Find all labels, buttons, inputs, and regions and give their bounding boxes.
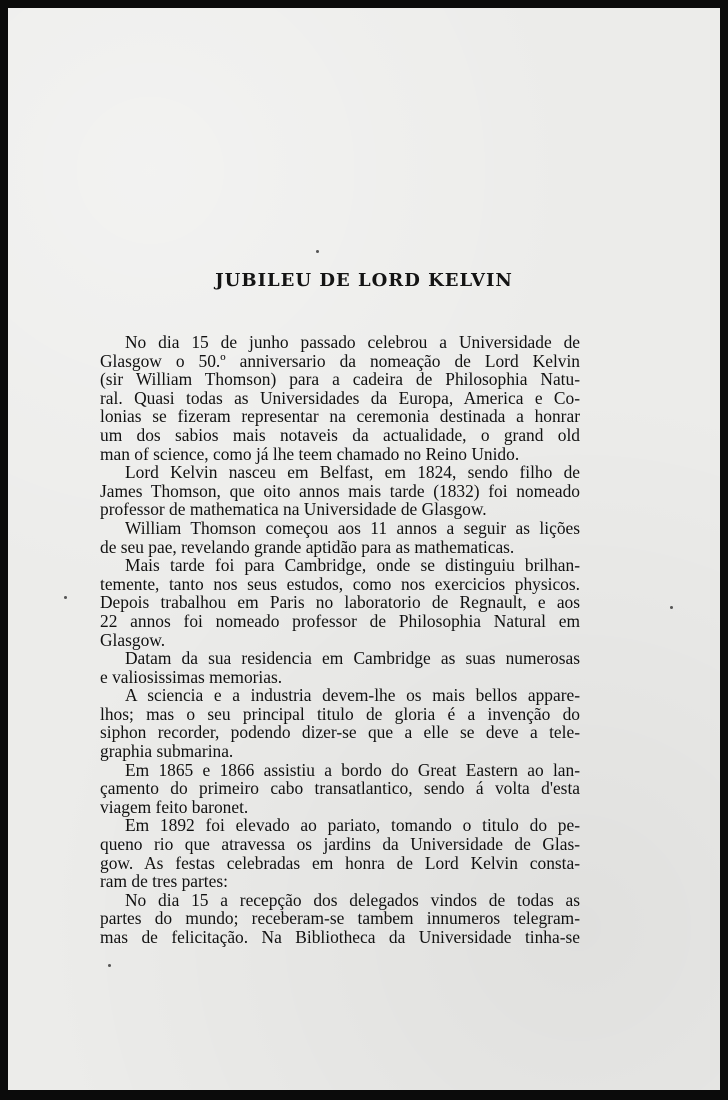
text-line: man of science, como já lhe teem chamado no Reino Unido. <box>100 443 520 464</box>
text-line: siphon recorder, podendo dizer-se que a elle se deve a tele- <box>100 722 580 743</box>
text-line: temente, tanto nos seus estudos, como nos exercicios physicos. <box>100 573 580 594</box>
page-title: JUBILEU DE LORD KELVIN <box>215 270 513 291</box>
text-line: Glasgow. <box>100 629 166 650</box>
scan-speck <box>316 250 319 253</box>
text-line: ram de tres partes: <box>100 871 228 892</box>
text-line: No dia 15 de junho passado celebrou a Universidade de <box>125 332 580 352</box>
text-line: No dia 15 a recepção dos delegados vindos de todas as <box>125 889 580 910</box>
text-line: William Thomson começou aos 11 annos a seguir as lições <box>125 517 580 538</box>
text-line: Datam da sua residencia em Cambridge as suas numerosas <box>125 648 580 669</box>
text-line: çamento do primeiro cabo transatlantico, sendo á volta d'esta <box>100 778 580 799</box>
page <box>8 8 720 1090</box>
text-line: ral. Quasi todas as Universidades da Europa, America e Co- <box>100 387 580 408</box>
text-line: Glasgow o 50.º anniversario da nomeação de Lord Kelvin <box>100 350 580 371</box>
text-line: A sciencia e a industria devem-lhe os mais bellos appare- <box>125 685 580 706</box>
text-line: 22 annos foi nomeado professor de Philosophia Natural em <box>100 610 580 631</box>
text-line: gow. As festas celebradas em honra de Lord Kelvin consta- <box>100 852 580 873</box>
text-line: partes do mundo; receberam-se tambem innumeros telegram- <box>100 908 580 929</box>
text-line: James Thomson, que oito annos mais tarde (1832) foi nomeado <box>100 480 580 501</box>
text-line: Mais tarde foi para Cambridge, onde se distinguiu brilhan- <box>125 555 580 576</box>
text-line: queno rio que atravessa os jardins da Universidade de Glas- <box>100 834 580 855</box>
text-line: Em 1892 foi elevado ao pariato, tomando o titulo do pe- <box>125 815 580 836</box>
text-line: lonias se fizeram representar na ceremonia destinada a honrar <box>100 406 580 427</box>
scan-speck <box>108 964 111 967</box>
article-body <box>100 333 580 947</box>
scan-speck <box>670 606 673 609</box>
text-line: Lord Kelvin nasceu em Belfast, em 1824, sendo filho de <box>125 462 580 483</box>
text-line: professor de mathematica na Universidade de Glasgow. <box>100 499 487 520</box>
text-line: lhos; mas o seu principal titulo de gloria é a invenção do <box>100 703 580 724</box>
text-line: viagem feito baronet. <box>100 796 249 817</box>
scan-speck <box>64 596 67 599</box>
text-line: Em 1865 e 1866 assistiu a bordo do Great Eastern ao lan- <box>125 759 580 780</box>
text-line: um dos sabios mais notaveis da actualidade, o grand old <box>100 424 580 445</box>
text-line: e valiosissimas memorias. <box>100 666 283 687</box>
text-line: Depois trabalhou em Paris no laboratorio de Regnault, e aos <box>100 592 580 613</box>
text-line: (sir William Thomson) para a cadeira de Philosophia Natu- <box>100 369 580 390</box>
text-line: mas de felicitação. Na Bibliotheca da Universidade tinha-se <box>100 927 580 947</box>
text-line: de seu pae, revelando grande aptidão para as mathematicas. <box>100 536 515 557</box>
text-line: graphia submarina. <box>100 741 234 762</box>
